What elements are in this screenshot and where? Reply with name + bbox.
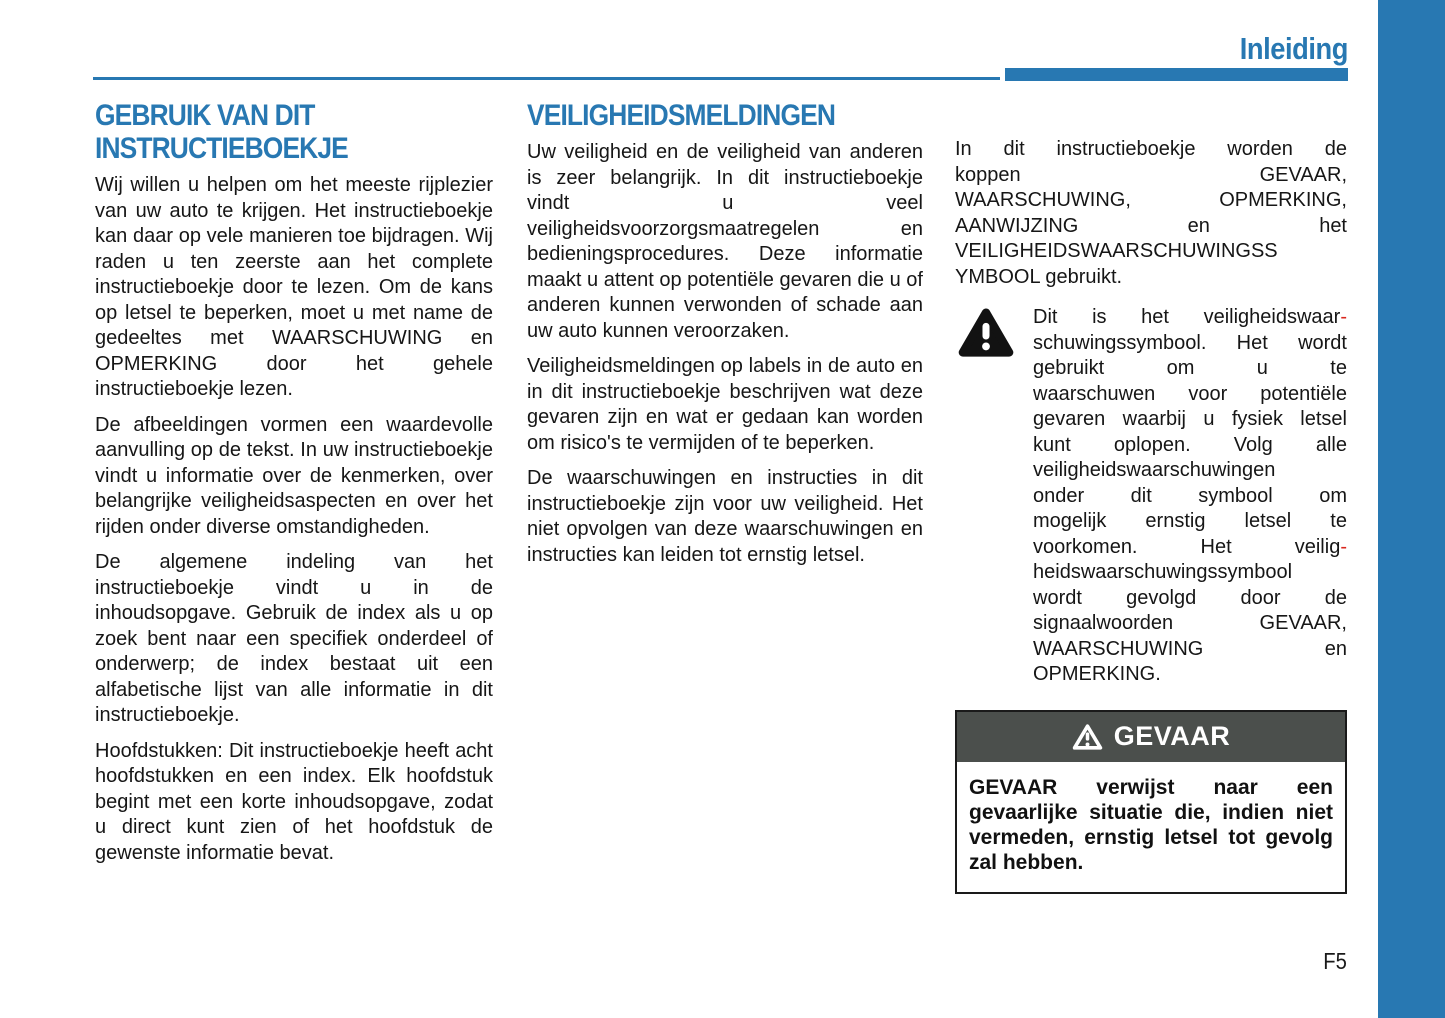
text-line: onder dit symbool om xyxy=(1033,484,1347,507)
column-right xyxy=(955,137,1347,894)
paragraph: De waarschuwingen en instructies in dit instructieboekje zijn voor uw veiligheid. Het niet opvolgen van deze waarschuwingen en instructies kan leiden tot ernstig letsel. xyxy=(527,467,923,566)
header-rule xyxy=(93,77,1000,80)
section-heading-gebruik xyxy=(95,99,493,165)
paragraph: De afbeeldingen vormen een waardevolle aanvulling op de tekst. In uw instructieboekje vindt u informatie over de kenmerken, over belangrijke veiligheidsaspecten en over het rijden onder diverse omstandigheden. xyxy=(95,413,493,538)
text-line: waarschuwen voor potentiële xyxy=(1033,382,1347,405)
text-line: heidswaarschuwingssymbool xyxy=(1033,561,1293,583)
red-hyphen: - xyxy=(1340,535,1347,558)
text-line: WAARSCHUWING en xyxy=(1033,637,1347,660)
column-left xyxy=(95,99,493,866)
header-accent-bar xyxy=(1005,68,1348,81)
safety-symbol-note xyxy=(955,305,1347,688)
text-line: gevaren waarbij u fysiek letsel xyxy=(1033,408,1347,430)
paragraph: Uw veiligheid en de veiligheid van anderen is zeer belangrijk. In dit instructieboekje vindt u veel veiligheidsvoorzorgsmaatregelen en bedieningsprocedures. Deze informatie maakt u attent op potentiële gevaren die u of anderen kunnen verwonden of schade aan uw auto kunnen veroorzaken. xyxy=(527,141,923,342)
section-heading-text: VEILIGHEIDSMELDINGEN xyxy=(527,99,836,132)
text-line: OPMERKING. xyxy=(1033,663,1161,685)
text-line: WAARSCHUWING, OPMERKING, xyxy=(955,189,1347,211)
text-line: veiligheidswaarschuwingen xyxy=(1033,459,1276,481)
paragraph: De algemene indeling van het instructieboekje vindt u in de inhoudsopgave. Gebruik de index als u op zoek bent naar een specifiek onderdeel of onderwerp; de index bestaat uit een alfabetische lijst van alle informatie in dit instructieboekje. xyxy=(95,551,493,726)
paragraph xyxy=(955,137,1347,290)
text-line: gebruikt om u te xyxy=(1033,357,1347,379)
red-hyphen: - xyxy=(1340,306,1347,328)
text-line: Dit is het veiligheidswaar- xyxy=(1033,306,1347,328)
text-line: signaalwoorden GEVAAR, xyxy=(1033,612,1347,634)
danger-body-text: GEVAAR verwijst naar een gevaarlijke situatie die, indien niet vermeden, ernstig letsel tot gevolg zal hebben. xyxy=(969,775,1333,874)
page-number xyxy=(1320,948,1347,975)
danger-callout xyxy=(955,710,1347,894)
warning-triangle-icon xyxy=(1072,723,1103,751)
text-line: kunt oplopen. Volg alle xyxy=(1033,433,1347,456)
text-line: koppen GEVAAR, xyxy=(955,163,1347,186)
section-label-text: Inleiding xyxy=(1239,31,1348,66)
edge-accent-bar xyxy=(1378,0,1445,1018)
text-line: In dit instructieboekje worden de xyxy=(955,138,1347,160)
text-line: VEILIGHEIDSWAARSCHUWINGSS xyxy=(955,240,1278,262)
danger-callout-header xyxy=(957,712,1345,762)
paragraph: Wij willen u helpen om het meeste rijplezier van uw auto te krijgen. Het instructieboekje kan daar op vele manieren toe bijdragen. Wij raden u ten zeerste aan het complete instructieboekje door te lezen. Om de kans op letsel te beperken, moet u met name de gedeeltes met WAARSCHUWING en OPMERKING door het gehele instructieboekje lezen. xyxy=(95,174,493,400)
text-line: voorkomen. Het veilig- xyxy=(1033,535,1347,558)
section-heading-veiligheidsmeldingen xyxy=(527,99,923,132)
paragraph: Veiligheidsmeldingen op labels in de auto en in dit instructieboekje beschrijven wat deze gevaren zijn en wat er gedaan kan worden om risico's te vermijden of te beperken. xyxy=(527,355,923,454)
danger-title: GEVAAR xyxy=(1113,720,1231,751)
paragraph xyxy=(1033,305,1347,688)
section-heading-text: GEBRUIK VAN DIT INSTRUCTIEBOEKJE xyxy=(95,99,348,165)
text-line: YMBOOL gebruikt. xyxy=(955,265,1123,288)
page-number-text: F5 xyxy=(1323,948,1347,974)
text-line: AANWIJZING en het xyxy=(955,214,1347,237)
section-label xyxy=(1225,31,1348,67)
text-line: schuwingssymbool. Het wordt xyxy=(1033,331,1347,354)
text-line: wordt gevolgd door de xyxy=(1033,586,1347,609)
text-line: mogelijk ernstig letsel te xyxy=(1033,510,1347,532)
paragraph: Hoofdstukken: Dit instructieboekje heeft acht hoofdstukken en een index. Elk hoofdstuk begint met een korte inhoudsopgave, zodat u direct kunt zien of het hoofdstuk de gewenste informatie bevat. xyxy=(95,739,493,864)
safety-warning-symbol-icon xyxy=(958,308,1014,358)
column-middle xyxy=(527,99,923,568)
